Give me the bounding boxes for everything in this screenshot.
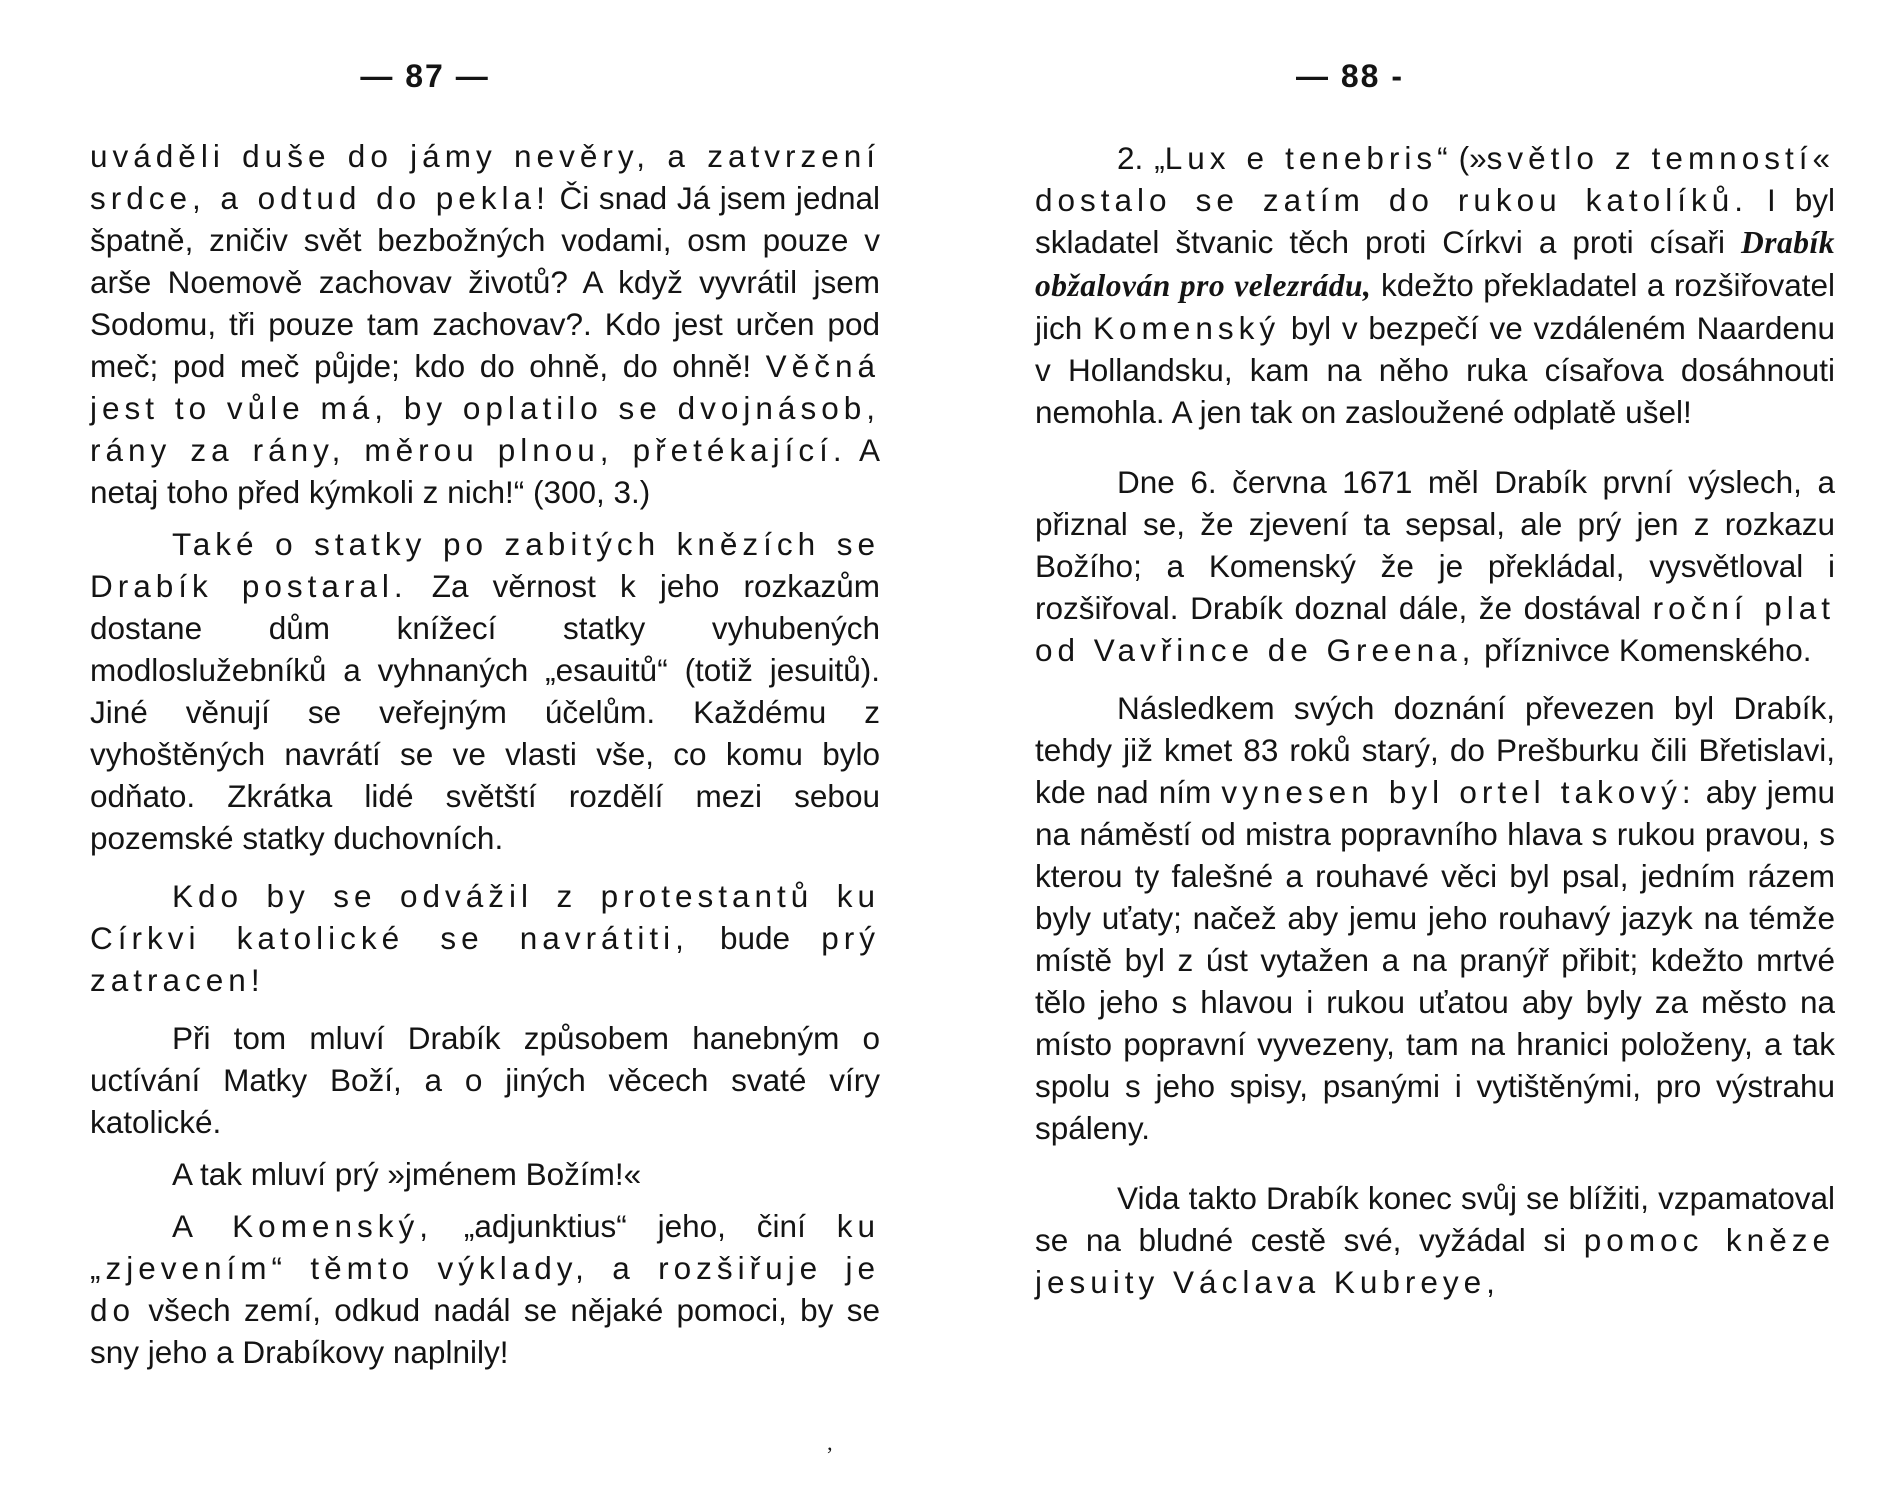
text-span: vynesen byl ortel takový: bbox=[1221, 774, 1696, 810]
paragraph bbox=[1035, 461, 1835, 671]
text-span: 2. „ bbox=[1117, 140, 1165, 176]
stray-print-mark: ‚ bbox=[826, 1430, 834, 1455]
paragraph bbox=[90, 135, 880, 513]
paragraph bbox=[90, 1017, 880, 1143]
text-span: pomoc kněze jesuity Václava Kubreye, bbox=[1035, 1222, 1835, 1300]
left-page-text bbox=[90, 135, 880, 1373]
paragraph bbox=[90, 875, 880, 1001]
text-span: Lux e tenebris bbox=[1164, 140, 1438, 176]
right-page bbox=[1035, 0, 1835, 1500]
text-span: uváděli duše do jámy nevěry, a zatvrzení srdce, a odtud do pekla! bbox=[90, 138, 880, 216]
text-span: I byl skladatel štvanic těch proti Církvi a proti císaři bbox=[1035, 182, 1835, 260]
text-span: Komenský bbox=[1093, 310, 1281, 346]
text-span: „adjunktius“ jeho, činí bbox=[432, 1208, 837, 1244]
text-span: “ (» bbox=[1437, 140, 1487, 176]
text-span: Kdo by se odvážil z protestantů ku Církvi katolické se navrátiti, bbox=[90, 878, 880, 956]
text-span: Či snad Já jsem jednal špatně, zničiv svět bezbožných vodami, osm pouze v arše Noemově zachovav životů? A když vyvrátil jsem Sodomu, tři pouze tam zachovav? bbox=[90, 180, 880, 342]
text-span: všech zemí, odkud nadál se nějaké pomoci, by se sny jeho a Drabíkovy naplnily! bbox=[90, 1292, 880, 1370]
text-span: Vida takto Drabík konec svůj se blížiti, vzpamatoval se na bludné cestě své, vyžádal si bbox=[1035, 1180, 1835, 1258]
text-span: příznivce Komenského. bbox=[1475, 632, 1812, 668]
left-page bbox=[90, 0, 880, 1500]
paragraph bbox=[1035, 1177, 1835, 1303]
page-number-87: — 87 — bbox=[360, 58, 490, 94]
text-span: Kdo jest určen pod meč; pod meč půjde; kdo do ohně, do ohně! bbox=[90, 306, 880, 384]
paragraph bbox=[90, 523, 880, 859]
text-span-italic: Drabík obžalován pro velezrádu, bbox=[1035, 225, 1835, 303]
paragraph bbox=[1035, 687, 1835, 1149]
paragraph bbox=[90, 1153, 880, 1195]
text-span: Za věrnost k jeho rozkazům dostane dům knížecí statky vyhubených modloslužebníků a vyhnaných „esauitů“ (totiž jesuitů). Jiné věnují se veřejným účelům. Každému z vyhoštěných navrátí se ve vlasti vše, co komu bylo odňato. Zkrátka lidé světští rozdělí mezi sebou pozemské statky duchovních. bbox=[90, 568, 880, 856]
text-span: aby jemu na náměstí od mistra popravního hlava s rukou pravou, s kterou ty falešné a rouhavé věci byl psal, jedním rázem byly uťaty; načež aby jemu jeho rouhavý jazyk na témže místě byl z úst vytažen a na pranýř přibit; kdežto mrtvé tělo jeho s hlavou i rukou uťatou aby byly za město na místo popravní vyvezeny, tam na hranici položeny, a tak spolu s jeho spisy, psanými i vytištěnými, pro výstrahu spáleny. bbox=[1035, 774, 1835, 1146]
text-span: byl v bezpečí ve vzdáleném Naardenu v Hollandsku, kam na něho ruka císařova dosáhnouti nemohla. A jen tak on zasloužené odplatě ušel! bbox=[1035, 310, 1835, 430]
text-span: Věčná jest to vůle má, by oplatilo se dvojnásob, rány za rány, měrou plnou, přetékající. bbox=[90, 348, 880, 468]
right-page-text bbox=[1035, 137, 1835, 1303]
text-span: Také o statky po zabitých knězích se Drabík postaral. bbox=[90, 526, 880, 604]
text-span: ku „zjevením“ těmto výklady, a rozšiřuje je do bbox=[90, 1208, 880, 1328]
text-span: A netaj toho před kýmkoli z nich!“ (300, 3.) bbox=[90, 432, 880, 510]
paragraph bbox=[1035, 137, 1835, 433]
page-number-88: — 88 - bbox=[1295, 58, 1405, 94]
text-span: A Komenský, bbox=[172, 1208, 433, 1244]
text-span: roční plat od Vavřince de Greena, bbox=[1035, 590, 1836, 668]
text-span: Při tom mluví Drabík způsobem hanebným o uctívání Matky Boží, a o jiných věcech svaté víry katolické. bbox=[90, 1020, 880, 1140]
text-span: bude bbox=[688, 920, 822, 956]
text-span: kdežto překladatel a rozšiřovatel jich bbox=[1035, 267, 1835, 346]
paragraph bbox=[90, 1205, 880, 1373]
text-span: dostalo se zatím do rukou katolíků. bbox=[1035, 182, 1748, 218]
text-span: Následkem svých doznání převezen byl Drabík, tehdy již kmet 83 roků starý, do Prešburku čili Břetislavi, kde nad ním bbox=[1035, 690, 1835, 810]
text-span: světlo z temností« bbox=[1486, 140, 1835, 176]
text-span: A tak mluví prý »jménem Božím!« bbox=[172, 1156, 642, 1192]
text-span: prý zatracen! bbox=[90, 920, 880, 998]
text-span: Dne 6. června 1671 měl Drabík první výslech, a přiznal se, že zjevení ta sepsal, ale prý jen z rozkazu Božího; a Komenský že je překládal, vysvětloval i rozšiřoval. Drabík doznal dále, že dostával bbox=[1035, 464, 1835, 626]
text-span: . bbox=[583, 306, 605, 342]
